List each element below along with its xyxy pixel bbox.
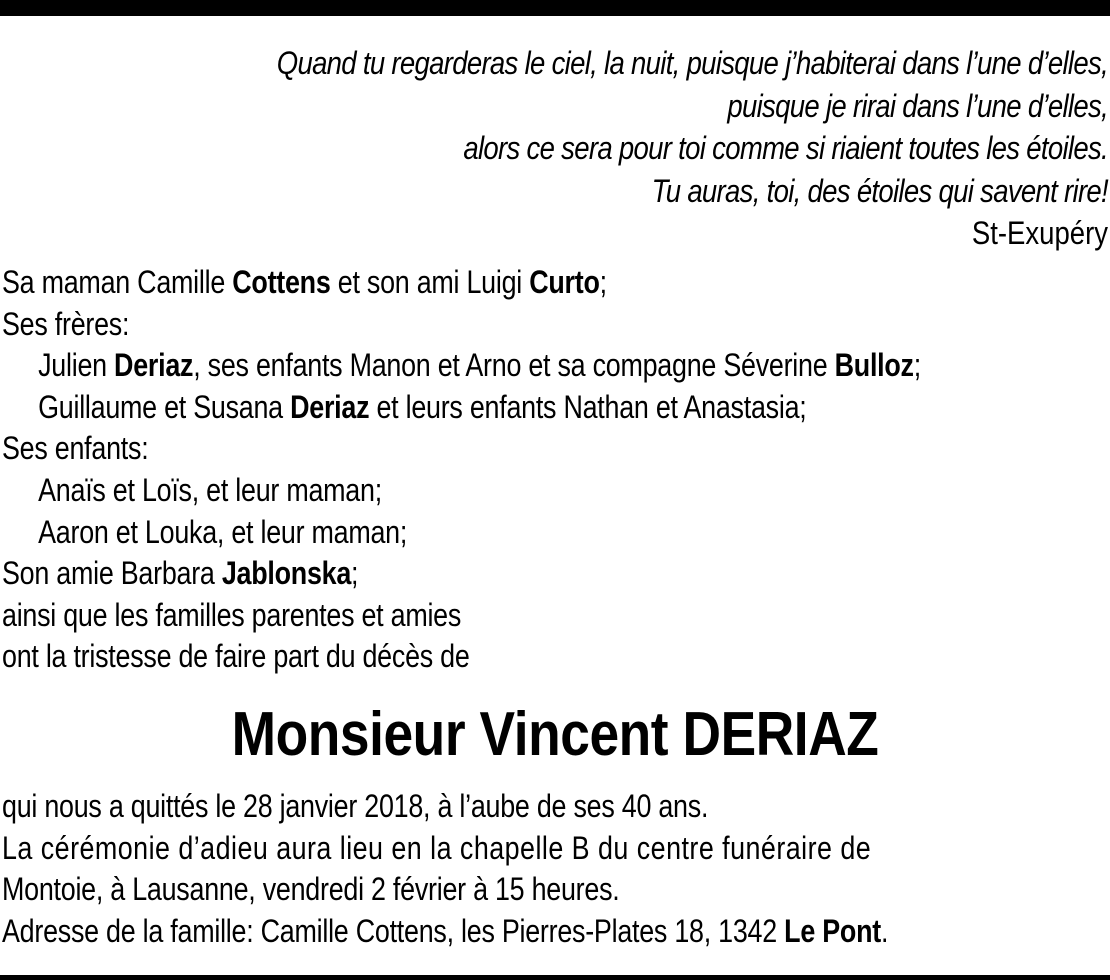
bottom-rule	[0, 975, 1110, 980]
quote-line-1: Quand tu regarderas le ciel, la nuit, puisque j’habiterai dans l’une d’elles,	[276, 45, 1108, 81]
friend-end: ;	[351, 555, 359, 592]
top-rule	[0, 0, 1110, 16]
mother-text: Sa maman Camille	[2, 264, 233, 300]
deceased-name: Monsieur Vincent DERIAZ	[231, 700, 879, 769]
family-address: Adresse de la famille: Camille Cottens, les Pierres-Plates 18, 1342	[2, 912, 785, 949]
mother-surname: Cottens	[232, 264, 331, 300]
closing-line-2: ont la tristesse de faire part du décès de	[2, 638, 470, 675]
quote-author: St-Exupéry	[971, 215, 1108, 251]
brother-2-details: et leurs enfants Nathan et Anastasia;	[369, 388, 807, 425]
address-place: Le Pont	[784, 912, 881, 949]
children-line-1: Anaïs et Loïs, et leur maman;	[38, 471, 382, 508]
brother-1-end: ;	[913, 347, 921, 384]
details-line-4	[2, 911, 931, 953]
brother-1-details: , ses enfants Manon et Arno et sa compagne Séverine	[193, 347, 835, 384]
quote-line-2: puisque je rirai dans l’une d’elles,	[727, 87, 1108, 124]
mother-mid-text: et son ami Luigi	[330, 264, 530, 300]
brother-1-surname: Deriaz	[114, 347, 194, 384]
details-line-1: qui nous a quittés le 28 janvier 2018, à l’aube de ses 40 ans.	[2, 788, 709, 824]
address-end: .	[880, 912, 889, 949]
quote-line-3: alors ce sera pour toi comme si riaient toutes les étoiles.	[463, 130, 1108, 166]
mother-line	[2, 262, 931, 304]
closing-line-1: ainsi que les familles parentes et amies	[2, 596, 462, 633]
friend-surname: Curto	[529, 264, 600, 300]
children-line-2: Aaron et Louka, et leur maman;	[38, 513, 408, 550]
children-label: Ses enfants:	[2, 430, 149, 467]
brothers-label: Ses frères:	[2, 305, 130, 342]
details-line-2: La cérémonie d’adieu aura lieu en la chapelle B du centre funéraire de	[2, 829, 872, 866]
friend-text: Son amie Barbara	[2, 555, 222, 592]
friend-line	[2, 553, 931, 595]
family-list	[2, 262, 1108, 678]
brother-1-first: Julien	[38, 347, 115, 384]
brother-2-first: Guillaume et Susana	[38, 388, 291, 425]
ceremony-details	[2, 786, 1108, 952]
epigraph-quote	[8, 42, 1108, 255]
brother-1-line	[2, 345, 931, 387]
brother-1-partner-surname: Bulloz	[834, 347, 914, 384]
mother-end: ;	[599, 264, 607, 300]
quote-line-4: Tu auras, toi, des étoiles qui savent rire!	[651, 172, 1108, 209]
brother-2-surname: Deriaz	[290, 388, 370, 425]
friend-surname-bold: Jablonska	[221, 555, 352, 592]
details-line-3: Montoie, à Lausanne, vendredi 2 février à 15 heures.	[2, 871, 620, 908]
brother-2-line	[2, 387, 931, 429]
